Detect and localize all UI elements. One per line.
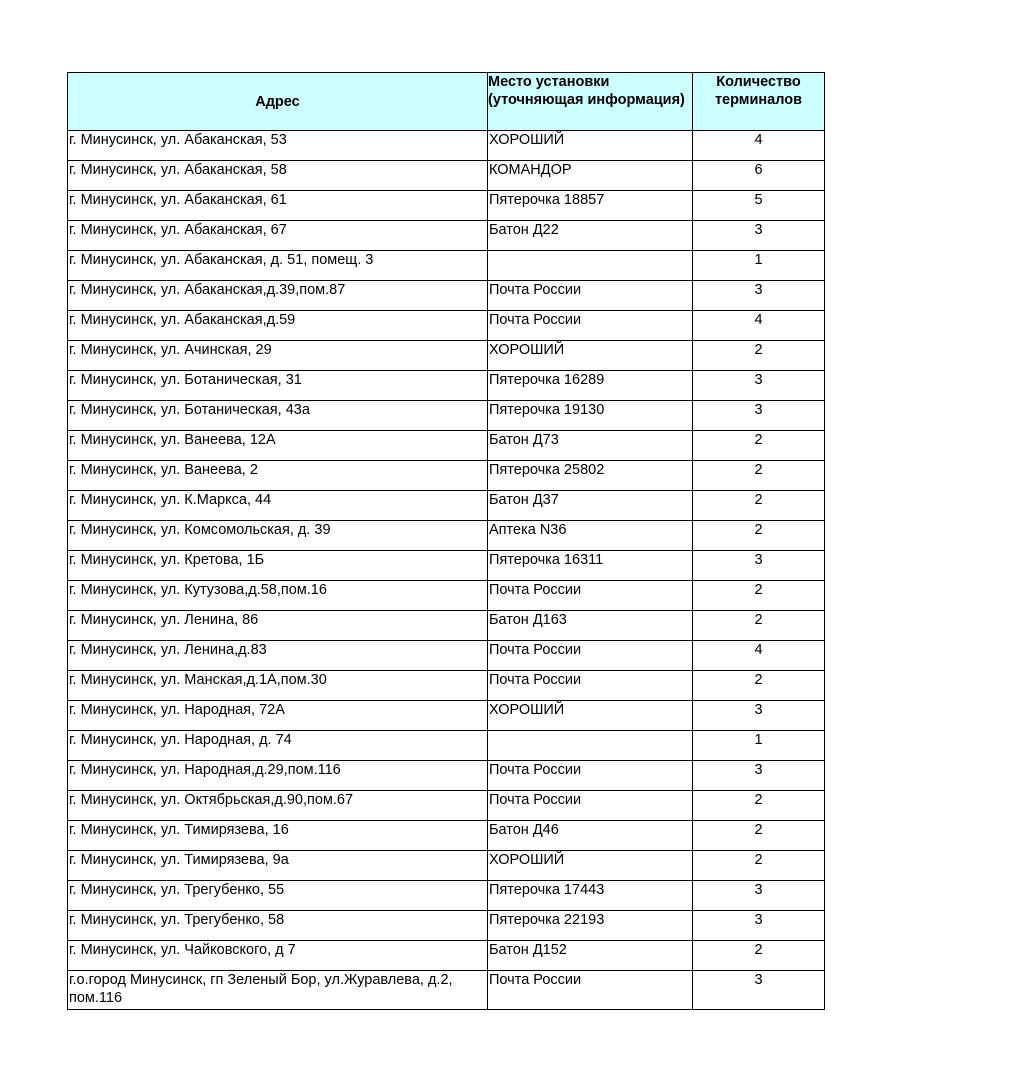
cell-count: 5 — [693, 191, 825, 221]
cell-address: г. Минусинск, ул. Комсомольская, д. 39 — [68, 521, 488, 551]
cell-count: 3 — [693, 911, 825, 941]
table-row — [68, 701, 825, 731]
cell-place: Почта России — [488, 311, 693, 341]
cell-count: 3 — [693, 971, 825, 1010]
cell-address: г. Минусинск, ул. Кутузова,д.58,пом.16 — [68, 581, 488, 611]
cell-address: г. Минусинск, ул. Октябрьская,д.90,пом.67 — [68, 791, 488, 821]
table-row — [68, 191, 825, 221]
table-header-row — [68, 73, 825, 131]
cell-place: Почта России — [488, 971, 693, 1010]
cell-count: 3 — [693, 701, 825, 731]
table-row — [68, 461, 825, 491]
table-row — [68, 311, 825, 341]
cell-address: г. Минусинск, ул. Абаканская,д.39,пом.87 — [68, 281, 488, 311]
cell-place: Почта России — [488, 581, 693, 611]
cell-count: 3 — [693, 371, 825, 401]
cell-place: Пятерочка 19130 — [488, 401, 693, 431]
cell-address: г. Минусинск, ул. Ботаническая, 31 — [68, 371, 488, 401]
cell-address: г. Минусинск, ул. Ленина, 86 — [68, 611, 488, 641]
cell-address: г. Минусинск, ул. Кретова, 1Б — [68, 551, 488, 581]
table-row — [68, 761, 825, 791]
cell-address: г. Минусинск, ул. Ванеева, 12А — [68, 431, 488, 461]
table-row — [68, 671, 825, 701]
cell-place: Пятерочка 17443 — [488, 881, 693, 911]
cell-count: 2 — [693, 581, 825, 611]
cell-place: ХОРОШИЙ — [488, 131, 693, 161]
table-row — [68, 401, 825, 431]
cell-count: 2 — [693, 791, 825, 821]
table-row — [68, 431, 825, 461]
cell-place: Почта России — [488, 641, 693, 671]
header-place: Место установки (уточняющая информация) — [488, 73, 693, 131]
table-row — [68, 251, 825, 281]
cell-count: 4 — [693, 641, 825, 671]
table-row — [68, 521, 825, 551]
table-row — [68, 341, 825, 371]
cell-place: Пятерочка 22193 — [488, 911, 693, 941]
cell-count: 2 — [693, 461, 825, 491]
cell-count: 3 — [693, 401, 825, 431]
cell-place: ХОРОШИЙ — [488, 341, 693, 371]
cell-address: г. Минусинск, ул. Ленина,д.83 — [68, 641, 488, 671]
cell-address: г.о.город Минусинск, гп Зеленый Бор, ул.Журавлева, д.2, пом.116 — [68, 971, 488, 1010]
table-row — [68, 941, 825, 971]
cell-place: Батон Д22 — [488, 221, 693, 251]
cell-count: 3 — [693, 221, 825, 251]
cell-count: 2 — [693, 611, 825, 641]
table-row — [68, 611, 825, 641]
cell-count: 2 — [693, 491, 825, 521]
cell-place: ХОРОШИЙ — [488, 851, 693, 881]
cell-place: Почта России — [488, 761, 693, 791]
cell-address: г. Минусинск, ул. Абаканская, 53 — [68, 131, 488, 161]
cell-place: Батон Д37 — [488, 491, 693, 521]
table-row — [68, 131, 825, 161]
table-row — [68, 371, 825, 401]
cell-place: Аптека N36 — [488, 521, 693, 551]
cell-place: Батон Д73 — [488, 431, 693, 461]
cell-place: КОМАНДОР — [488, 161, 693, 191]
cell-count: 2 — [693, 821, 825, 851]
cell-place: Пятерочка 16311 — [488, 551, 693, 581]
table-row — [68, 281, 825, 311]
cell-count: 2 — [693, 851, 825, 881]
cell-place: Почта России — [488, 791, 693, 821]
table-row — [68, 161, 825, 191]
cell-place: Почта России — [488, 281, 693, 311]
table-row — [68, 971, 825, 1010]
cell-address: г. Минусинск, ул. Манская,д.1А,пом.30 — [68, 671, 488, 701]
cell-place — [488, 731, 693, 761]
cell-address: г. Минусинск, ул. Ботаническая, 43а — [68, 401, 488, 431]
cell-address: г. Минусинск, ул. Народная, д. 74 — [68, 731, 488, 761]
table-row — [68, 641, 825, 671]
cell-count: 2 — [693, 431, 825, 461]
cell-count: 1 — [693, 731, 825, 761]
table-row — [68, 581, 825, 611]
cell-place: Пятерочка 18857 — [488, 191, 693, 221]
cell-address: г. Минусинск, ул. Народная, 72А — [68, 701, 488, 731]
cell-address: г. Минусинск, ул. Ачинская, 29 — [68, 341, 488, 371]
cell-place: Пятерочка 16289 — [488, 371, 693, 401]
cell-count: 1 — [693, 251, 825, 281]
cell-address: г. Минусинск, ул. Ванеева, 2 — [68, 461, 488, 491]
cell-count: 2 — [693, 941, 825, 971]
cell-count: 2 — [693, 521, 825, 551]
table-row — [68, 851, 825, 881]
header-address: Адрес — [68, 73, 488, 131]
cell-address: г. Минусинск, ул. Абаканская, 61 — [68, 191, 488, 221]
table-row — [68, 731, 825, 761]
cell-address: г. Минусинск, ул. Трегубенко, 58 — [68, 911, 488, 941]
cell-address: г. Минусинск, ул. Трегубенко, 55 — [68, 881, 488, 911]
cell-place: Пятерочка 25802 — [488, 461, 693, 491]
cell-count: 3 — [693, 281, 825, 311]
table-row — [68, 791, 825, 821]
cell-address: г. Минусинск, ул. Чайковского, д 7 — [68, 941, 488, 971]
cell-count: 6 — [693, 161, 825, 191]
cell-place: Почта России — [488, 671, 693, 701]
cell-address: г. Минусинск, ул. Тимирязева, 9а — [68, 851, 488, 881]
cell-count: 3 — [693, 551, 825, 581]
cell-address: г. Минусинск, ул. Абаканская,д.59 — [68, 311, 488, 341]
table-row — [68, 491, 825, 521]
cell-address: г. Минусинск, ул. Народная,д.29,пом.116 — [68, 761, 488, 791]
table-row — [68, 881, 825, 911]
cell-address: г. Минусинск, ул. Абаканская, 58 — [68, 161, 488, 191]
cell-place: Батон Д152 — [488, 941, 693, 971]
cell-count: 4 — [693, 131, 825, 161]
cell-place: Батон Д46 — [488, 821, 693, 851]
cell-place — [488, 251, 693, 281]
cell-count: 3 — [693, 761, 825, 791]
cell-count: 2 — [693, 671, 825, 701]
header-count: Количество терминалов — [693, 73, 825, 131]
table-row — [68, 551, 825, 581]
cell-count: 2 — [693, 341, 825, 371]
cell-address: г. Минусинск, ул. Абаканская, д. 51, помещ. 3 — [68, 251, 488, 281]
cell-count: 4 — [693, 311, 825, 341]
table-row — [68, 821, 825, 851]
cell-place: ХОРОШИЙ — [488, 701, 693, 731]
terminals-table — [67, 72, 825, 1010]
cell-address: г. Минусинск, ул. К.Маркса, 44 — [68, 491, 488, 521]
cell-address: г. Минусинск, ул. Тимирязева, 16 — [68, 821, 488, 851]
cell-count: 3 — [693, 881, 825, 911]
cell-place: Батон Д163 — [488, 611, 693, 641]
table-row — [68, 221, 825, 251]
table-row — [68, 911, 825, 941]
cell-address: г. Минусинск, ул. Абаканская, 67 — [68, 221, 488, 251]
